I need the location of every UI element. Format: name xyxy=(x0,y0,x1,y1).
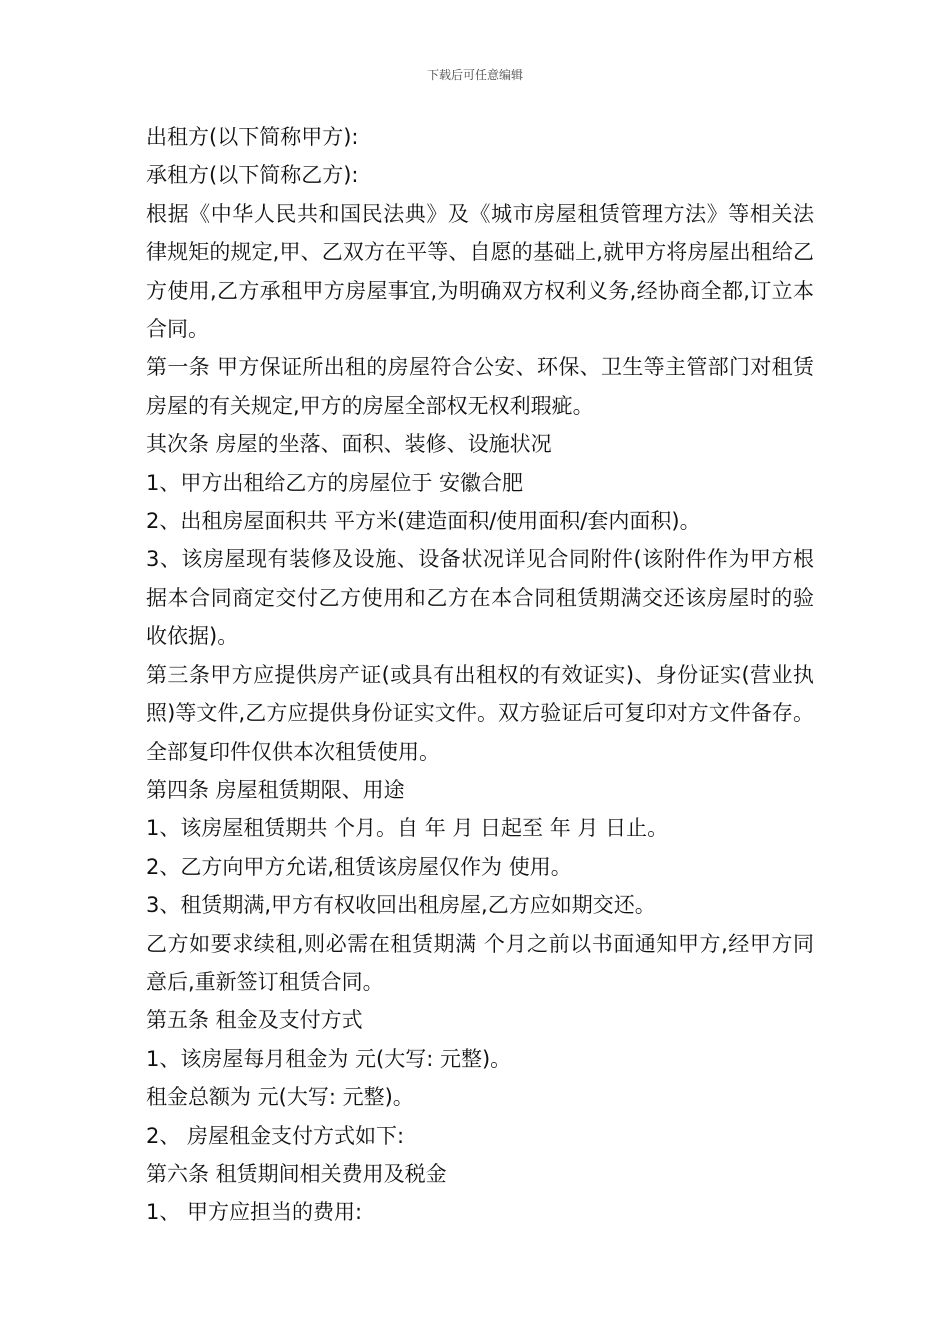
article-4-renewal: 乙方如要求续租,则必需在租赁期满 个月之前以书面通知甲方,经甲方同意后,重新签订租赁合同。 xyxy=(146,931,814,994)
party-a-line: 出租方(以下简称甲方): xyxy=(146,125,359,149)
article-5-item-1: 1、该房屋每月租金为 元(大写: 元整)。 xyxy=(146,1046,512,1071)
article-2-heading: 其次条 房屋的坐落、面积、装修、设施状况 xyxy=(146,432,552,457)
article-6-heading: 第六条 租赁期间相关费用及税金 xyxy=(146,1161,447,1186)
document-body xyxy=(146,118,814,1232)
article-4-item-1: 1、该房屋租赁期共 个月。自 年 月 日起至 年 月 日止。 xyxy=(146,816,669,841)
article-2-item-1: 1、甲方出租给乙方的房屋位于 安徽合肥 xyxy=(146,470,524,495)
page-header: 下载后可任意编辑 xyxy=(426,68,523,82)
article-4-heading: 第四条 房屋租赁期限、用途 xyxy=(146,777,405,802)
preamble-paragraph: 根据《中华人民共和国民法典》及《城市房屋租赁管理方法》等相关法律规矩的规定,甲、乙双方在平等、自愿的基础上,就甲方将房屋出租给乙方使用,乙方承租甲方房屋事宜,为明确双方权利义务,经协商全都,订立本合同。 xyxy=(146,201,814,342)
article-2-item-2: 2、出租房屋面积共 平方米(建造面积/使用面积/套内面积)。 xyxy=(146,509,701,534)
article-5-total: 租金总额为 元(大写: 元整)。 xyxy=(146,1085,414,1110)
article-2-item-3: 3、该房屋现有装修及设施、设备状况详见合同附件(该附件作为甲方根据本合同商定交付乙方使用和乙方在本合同租赁期满交还该房屋时的验收依据)。 xyxy=(146,547,814,649)
party-b-line: 承租方(以下简称乙方): xyxy=(146,163,359,188)
article-4-item-2: 2、乙方向甲方允诺,租赁该房屋仅作为 使用。 xyxy=(146,854,572,879)
article-6-item-1: 1、 甲方应担当的费用: xyxy=(146,1200,363,1225)
article-5-heading: 第五条 租金及支付方式 xyxy=(146,1008,363,1033)
article-3: 第三条甲方应提供房产证(或具有出租权的有效证实)、身份证实(营业执照)等文件,乙方应提供身份证实文件。双方验证后可复印对方文件备存。全部复印件仅供本次租赁使用。 xyxy=(146,662,814,764)
article-5-item-2: 2、 房屋租金支付方式如下: xyxy=(146,1123,405,1148)
article-1: 第一条 甲方保证所出租的房屋符合公安、环保、卫生等主管部门对租赁房屋的有关规定,甲方的房屋全部权无权利瑕疵。 xyxy=(146,355,814,418)
article-4-item-3: 3、租赁期满,甲方有权收回出租房屋,乙方应如期交还。 xyxy=(146,893,656,918)
